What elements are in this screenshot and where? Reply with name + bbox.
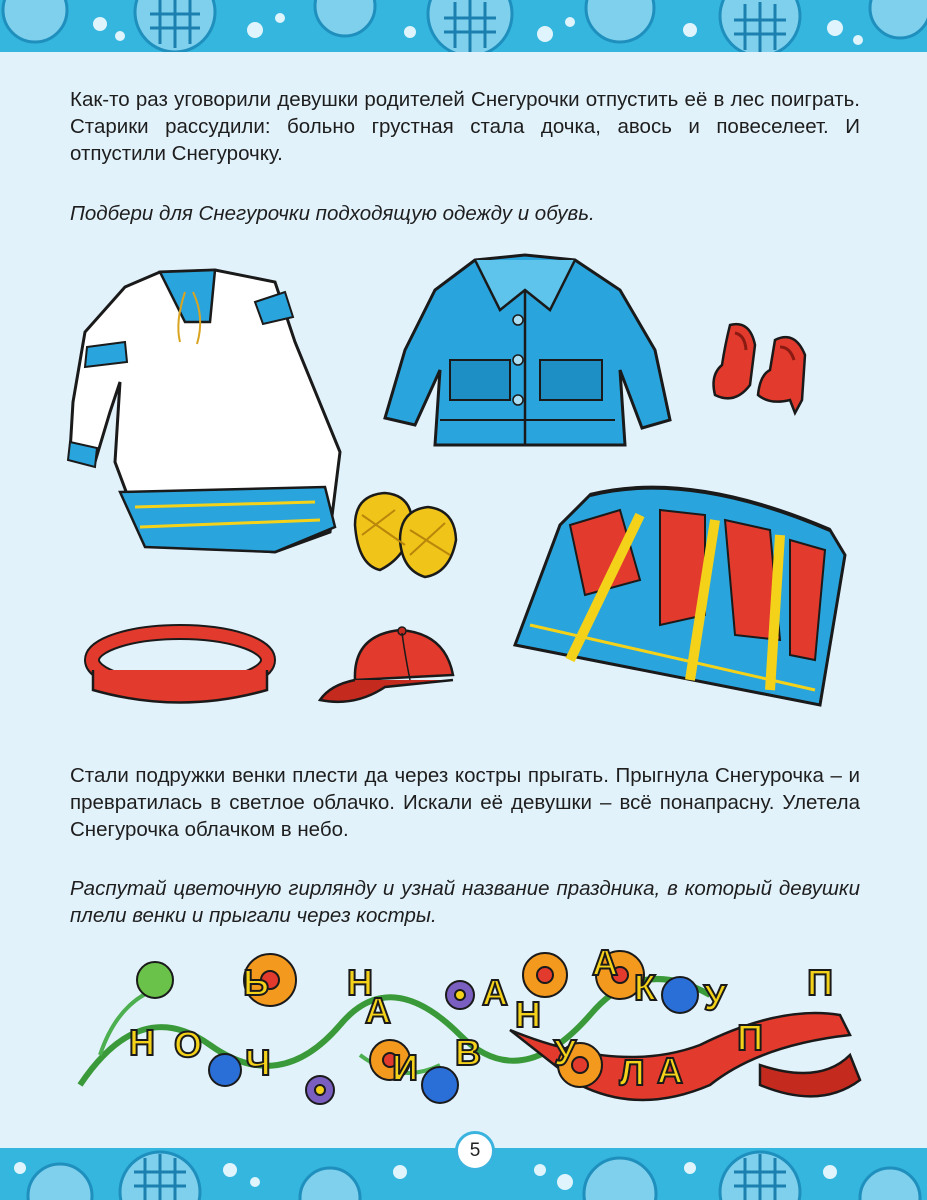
- garland-letter: П: [807, 962, 833, 1003]
- red-belt-image[interactable]: [85, 615, 275, 710]
- garland-letter: П: [737, 1017, 763, 1058]
- garland-letter: А: [482, 972, 508, 1013]
- garland-letter: А: [592, 942, 618, 983]
- task-instruction-garland: Распутай цветочную гирлянду и узнай название праздника, в который девушки плели венки и прыгали через костры.: [70, 877, 860, 927]
- denim-jacket-image[interactable]: [380, 250, 670, 455]
- garland-letter: Н: [515, 994, 541, 1035]
- folk-skirt-image[interactable]: [510, 465, 845, 710]
- flower-garland-puzzle: [60, 935, 870, 1125]
- page-number: 5: [455, 1131, 495, 1171]
- garland-letter: Н: [347, 962, 373, 1003]
- embroidered-shirt-image[interactable]: [65, 262, 355, 572]
- garland-letter: Ч: [245, 1042, 271, 1083]
- garland-letter: У: [553, 1032, 577, 1073]
- garland-letter: А: [365, 990, 391, 1031]
- garland-letter: Ь: [243, 962, 269, 1003]
- garland-letter: У: [703, 977, 727, 1018]
- garland-letter: В: [455, 1032, 481, 1073]
- top-ornament-band: [0, 0, 927, 52]
- garland-letter: О: [173, 1024, 203, 1065]
- garland-letter: А: [657, 1050, 683, 1091]
- red-cap-image[interactable]: [315, 625, 465, 710]
- bast-shoes-image[interactable]: [350, 485, 460, 580]
- garland-letter: Н: [129, 1022, 155, 1063]
- story-paragraph-2: Стали подружки венки плести да через костры прыгать. Прыгнула Снегурочка – и превратилась в светлое облачко. Искали её девушки – всё понапрасну. Улетела Снегурочка облачком в небо.: [70, 764, 860, 841]
- red-heeled-shoes-image[interactable]: [710, 315, 820, 415]
- garland-letter: И: [392, 1047, 418, 1088]
- task-instruction-clothes: Подбери для Снегурочки подходящую одежду и обувь.: [70, 202, 595, 225]
- clothes-illustration-area: [60, 250, 860, 730]
- story-paragraph-1: Как-то раз уговорили девушки родителей Снегурочки отпустить её в лес поиграть. Старики рассудили: больно грустная стала дочка, авось и повеселеет. И отпустили Снегурочку.: [70, 88, 860, 165]
- garland-letter: К: [634, 967, 656, 1008]
- garland-letter: Л: [619, 1052, 645, 1093]
